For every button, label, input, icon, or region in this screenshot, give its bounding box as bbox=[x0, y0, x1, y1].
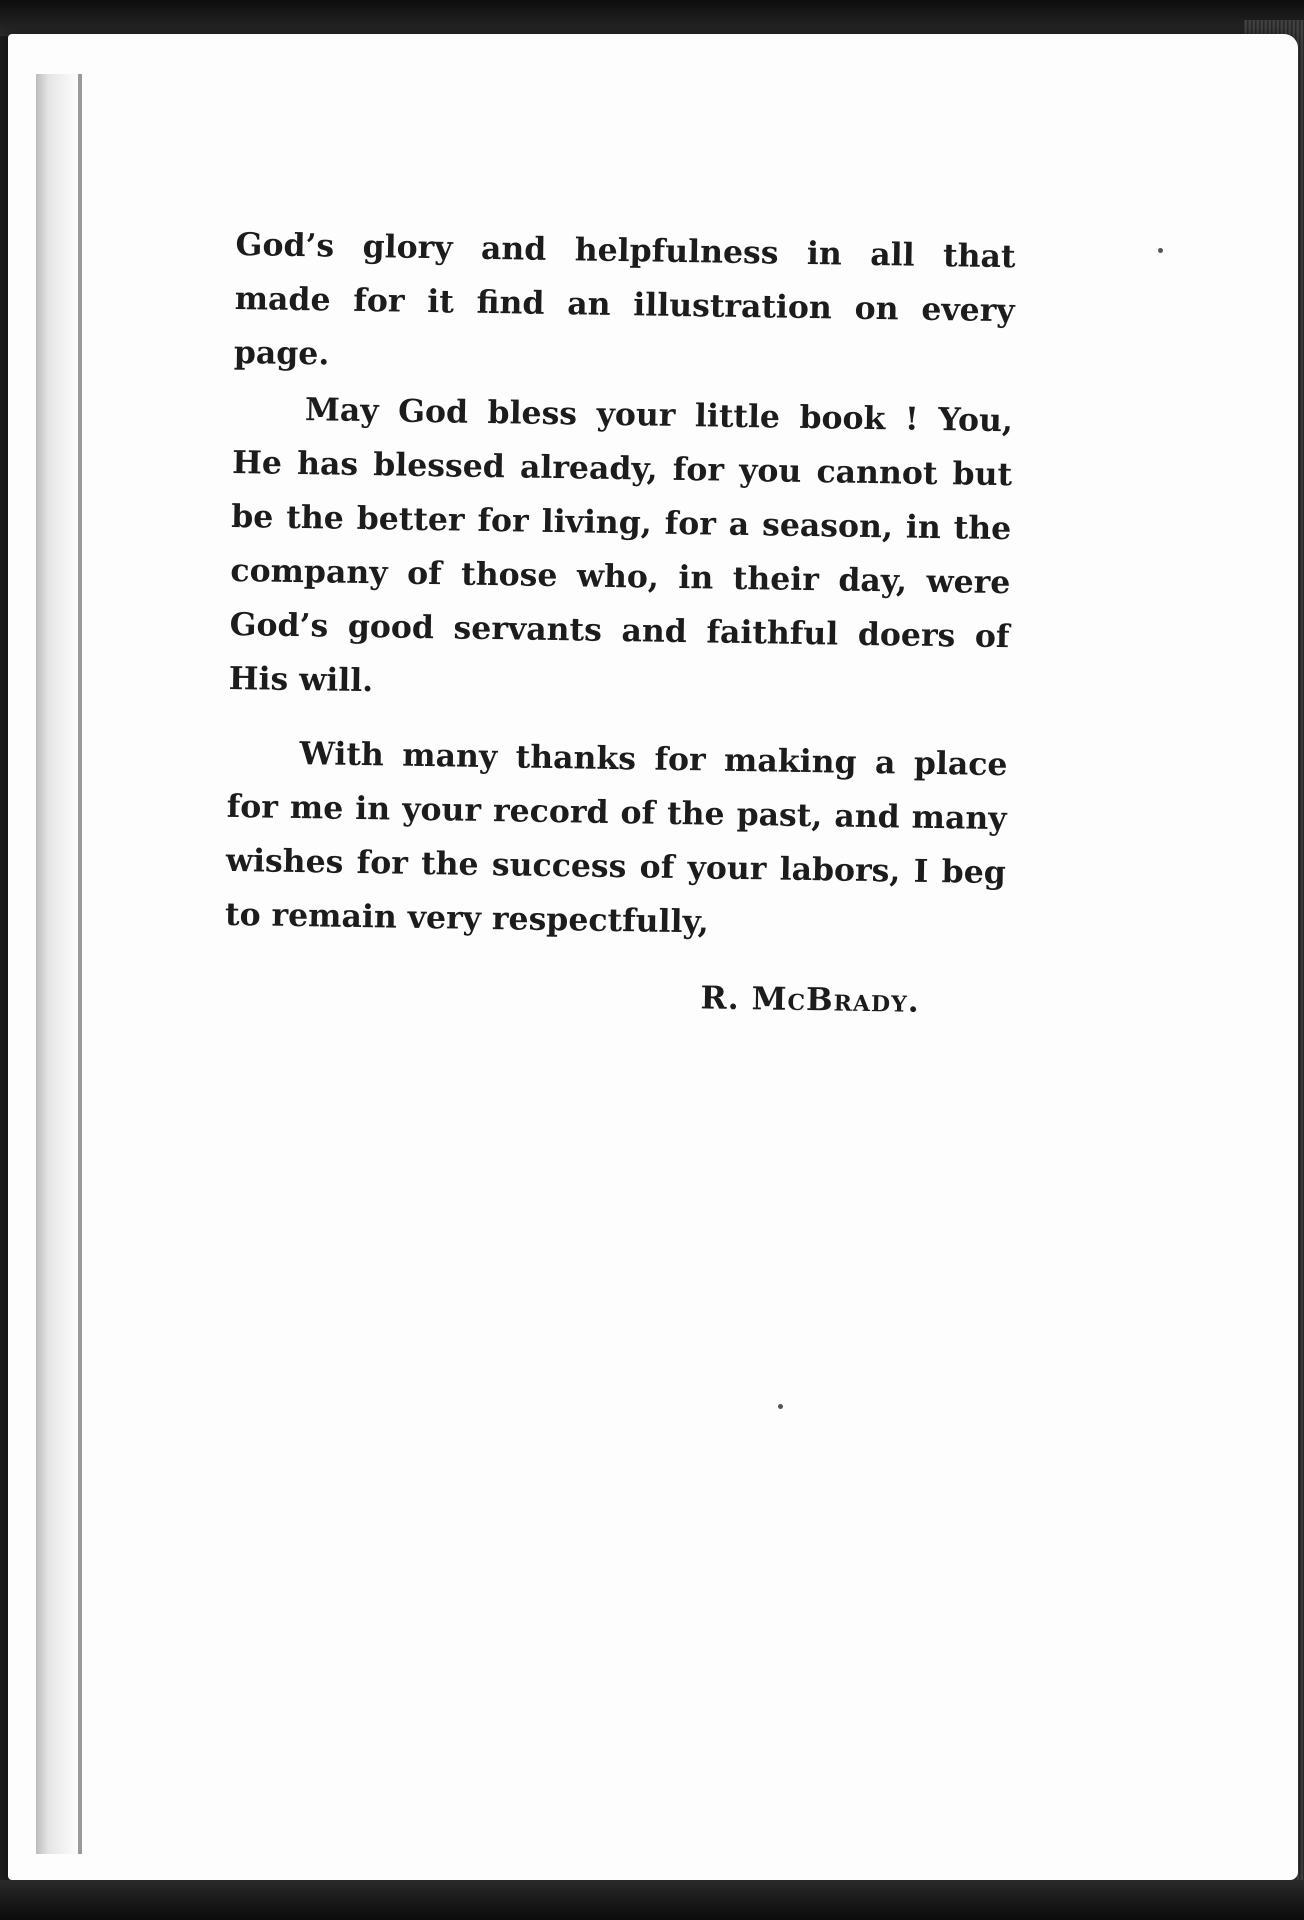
letter-text bbox=[223, 218, 1015, 1030]
page-gutter-line bbox=[78, 74, 82, 1854]
paragraph-2: May God bless your little book ! You, He has blessed already, for you cannot but be the better for living, for a season, in the company of those who, in their day, were God’s good servants and faithful doers of His will. bbox=[228, 391, 1014, 700]
paper-speck bbox=[1158, 248, 1163, 253]
page-gutter-shadow bbox=[36, 74, 80, 1854]
scan-background-bottom bbox=[0, 1880, 1304, 1920]
scan-background-top bbox=[0, 0, 1304, 36]
signature: R. McBrady. bbox=[700, 979, 921, 1020]
paper-speck bbox=[778, 1404, 783, 1409]
paragraph-3: With many thanks for making a place for me in your record of the past, and many wishes for the success of your labors, I beg to remain very respectfully, bbox=[224, 735, 1008, 941]
paragraph-1: God’s glory and helpfulness in all that made for it find an illustration on every page. bbox=[233, 225, 1016, 373]
